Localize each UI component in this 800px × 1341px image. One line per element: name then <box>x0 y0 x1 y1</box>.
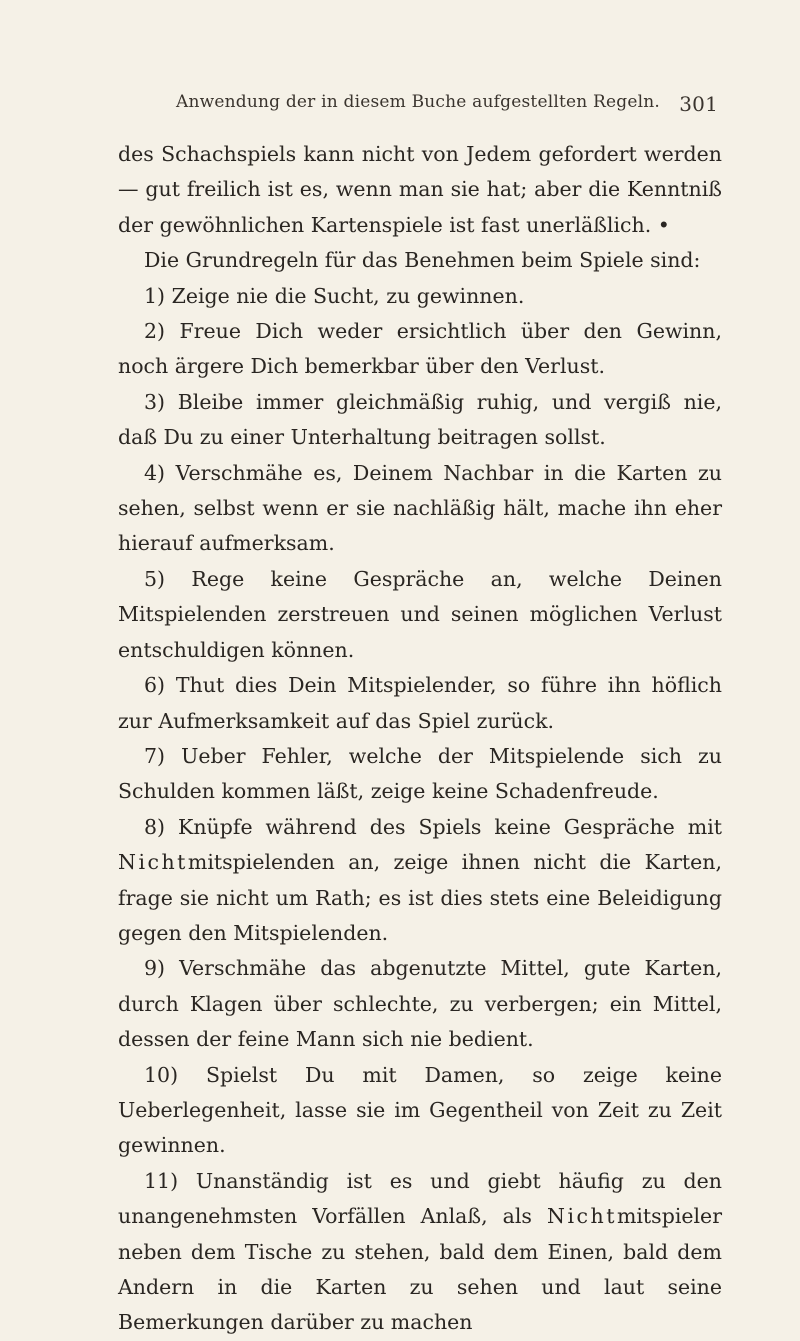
rule-6 <box>118 668 722 739</box>
rule-number: 2) <box>144 319 166 344</box>
rule-number: 1) <box>144 283 166 308</box>
rule-2 <box>118 314 722 385</box>
running-head-title: Anwendung der in diesem Buche aufgestellten Regeln. <box>175 92 661 112</box>
rule-4 <box>118 456 722 562</box>
rule-number: 3) <box>144 389 166 414</box>
rule-7 <box>118 739 722 810</box>
rule-text-after: mitspielenden an, zeige ihnen nicht die Karten, frage sie nicht um Rath; es ist dies stets eine Beleidigung gegen den Mitspielenden. <box>118 850 722 945</box>
rule-text: Zeige nie die Sucht, zu gewinnen. <box>171 283 525 308</box>
rule-number: 10) <box>144 1062 179 1087</box>
rule-number: 9) <box>144 956 166 981</box>
rule-number: 6) <box>144 673 166 698</box>
rule-text: Thut dies Dein Mitspielender, so führe ihn höflich zur Aufmerksamkeit auf das Spiel zurück. <box>118 673 722 733</box>
body-text <box>118 137 722 1341</box>
rule-3 <box>118 385 722 456</box>
rule-number: 11) <box>144 1168 179 1193</box>
rule-10 <box>118 1058 722 1164</box>
intro-paragraph: des Schachspiels kann nicht von Jedem gefordert werden — gut freilich ist es, wenn man sie hat; aber die Kenntniß der gewöhnlichen Kartenspiele ist fast unerläßlich. • <box>118 142 722 237</box>
rule-text-spaced: Nicht <box>118 850 188 875</box>
rule-text: Verschmähe es, Deinem Nachbar in die Karten zu sehen, selbst wenn er sie nachläßig hält, mache ihn eher hierauf aufmerksam. <box>118 460 722 556</box>
rule-text-spaced: Nicht <box>547 1204 617 1229</box>
rule-5 <box>118 562 722 668</box>
running-head <box>118 92 718 122</box>
rule-text: Freue Dich weder ersichtlich über den Gewinn, noch ärgere Dich bemerkbar über den Verlust. <box>118 319 722 379</box>
rule-number: 4) <box>144 460 166 485</box>
rule-text: Verschmähe das abgenutzte Mittel, gute Karten, durch Klagen über schlechte, zu verbergen; ein Mittel, dessen der feine Mann sich nie bedient. <box>118 956 722 1052</box>
rule-11 <box>118 1164 722 1341</box>
rule-number: 8) <box>144 814 166 839</box>
rule-text-before: Knüpfe während des Spiels keine Gespräche mit <box>178 814 722 839</box>
page-number: 301 <box>679 92 718 116</box>
rule-number: 7) <box>144 743 166 768</box>
rule-1 <box>118 279 722 314</box>
rule-text: Bleibe immer gleichmäßig ruhig, und vergiß nie, daß Du zu einer Unterhaltung beitragen sollst. <box>118 389 722 450</box>
rule-text-before: Unanständig ist es und giebt häufig zu den unangenehmsten Vorfällen Anlaß, als <box>118 1168 722 1229</box>
rule-8 <box>118 810 722 952</box>
rule-text: Rege keine Gespräche an, welche Deinen Mitspielenden zerstreuen und seinen möglichen Verlust entschuldigen können. <box>118 566 722 662</box>
rule-9 <box>118 951 722 1057</box>
rule-text: Ueber Fehler, welche der Mitspielende sich zu Schulden kommen läßt, zeige keine Schadenfreude. <box>118 743 722 804</box>
rule-text-after: mitspieler neben dem Tische zu stehen, bald dem Einen, bald dem Andern in die Karten zu sehen und laut seine Bemerkungen darüber zu machen <box>118 1204 722 1335</box>
rule-text: Spielst Du mit Damen, so zeige keine Ueberlegenheit, lasse sie im Gegentheil von Zeit zu Zeit gewinnen. <box>118 1062 722 1158</box>
lead-paragraph: Die Grundregeln für das Benehmen beim Spiele sind: <box>144 248 701 273</box>
rule-number: 5) <box>144 566 166 591</box>
